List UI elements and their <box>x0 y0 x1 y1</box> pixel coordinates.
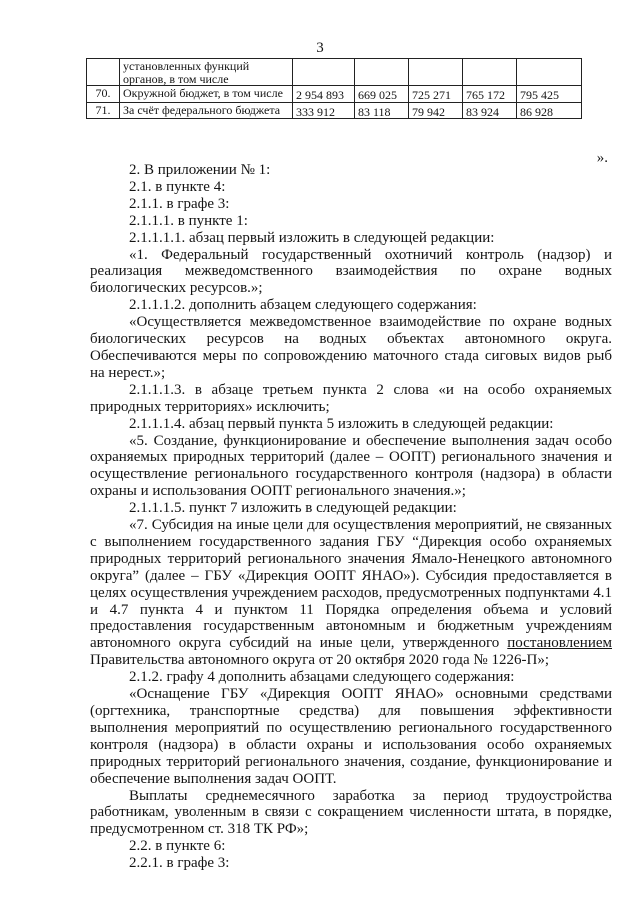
paragraph <box>90 517 612 669</box>
value-cell: 765 172 <box>463 86 517 103</box>
paragraph: 2.1.1.1. в пункте 1: <box>129 212 248 229</box>
row-name: За счёт федерального бюджета <box>120 102 293 119</box>
row-number: 70. <box>87 86 120 103</box>
row-number <box>87 59 120 86</box>
value-cell: 333 912 <box>293 102 355 119</box>
row-name: установленных функций органов, в том числе <box>120 59 293 86</box>
value-cell <box>517 59 582 86</box>
paragraph: «Осуществляется межведомственное взаимодействие по охране водных биологических ресурсов на водных объектах автономного округа. Обеспечиваются меры по сопровождению маточного стада сиговых видов рыб на нерест.»; <box>90 314 612 381</box>
table-row <box>87 86 582 103</box>
value-cell: 795 425 <box>517 86 582 103</box>
paragraph: «5. Создание, функционирование и обеспечение выполнения задач особо охраняемых природных территорий (далее – ООПТ) регионального значения и осуществление регионального государственного контроля (надзора) в области охраны и использования ООПТ регионального значения.»; <box>90 432 612 500</box>
budget-table <box>86 58 582 119</box>
resolution-link[interactable]: постановлением <box>507 635 612 652</box>
paragraph: 2.1.1.1.3. в абзаце третьем пункта 2 слова «и на особо охраняемых природных территориях» исключить; <box>90 381 612 415</box>
paragraph-text: «7. Субсидия на иные цели для осуществления мероприятий, не связанных с выполнением государственного задания ГБУ “Дирекция особо охраняемых природных территорий регионального значения Ямало-Ненецкого автономного округа” (далее – ГБУ «Дирекция ООПТ ЯНАО»). Субсидия предоставляется в целях осуществления учреждением расходов, предусмотренных подпунктами 4.1 и 4.7 пункта 4 и пунктом 11 Порядка определения объема и условий предоставления государственным автономным и бюджетным учреждениям автономного округа субсидий на иные цели, утвержденного <box>90 517 612 652</box>
paragraph: 2.2.1. в графе 3: <box>129 855 230 872</box>
value-cell <box>463 59 517 86</box>
paragraph: 2.1.1. в графе 3: <box>129 195 230 212</box>
paragraph: «1. Федеральный государственный охотничий контроль (надзор) и реализация межведомственного взаимодействия по охране водных биологических ресурсов.»; <box>90 246 612 297</box>
value-cell: 79 942 <box>409 102 463 119</box>
paragraph: 2.1.1.1.2. дополнить абзацем следующего содержания: <box>129 297 477 314</box>
paragraph: 2.1.1.1.5. пункт 7 изложить в следующей редакции: <box>129 500 457 517</box>
row-name: Окружной бюджет, в том числе <box>120 86 293 103</box>
row-number: 71. <box>87 102 120 119</box>
value-cell: 725 271 <box>409 86 463 103</box>
value-cell: 2 954 893 <box>293 86 355 103</box>
table-row <box>87 59 582 86</box>
value-cell: 86 928 <box>517 102 582 119</box>
document-body <box>90 162 612 872</box>
value-cell <box>293 59 355 86</box>
paragraph: 2.1. в пункте 4: <box>129 178 226 195</box>
paragraph: 2.1.1.1.4. абзац первый пункта 5 изложить в следующей редакции: <box>129 415 554 432</box>
paragraph: Выплаты среднемесячного заработка за период трудоустройства работникам, уволенным в связи с сокращением численности штата, в порядке, предусмотренном ст. 318 ТК РФ»; <box>90 787 612 838</box>
paragraph: 2.1.1.1.1. абзац первый изложить в следующей редакции: <box>129 229 495 246</box>
paragraph: 2. В приложении № 1: <box>129 162 271 178</box>
table-row <box>87 102 582 119</box>
value-cell: 83 924 <box>463 102 517 119</box>
page-number: 3 <box>316 40 324 56</box>
closing-quote: ». <box>596 150 608 166</box>
paragraph: «Оснащение ГБУ «Дирекция ООПТ ЯНАО» основными средствами (оргтехника, транспортные средства) для повышения эффективности выполнения мероприятий по осуществлению регионального государственного контроля (надзора) в области охраны и использования особо охраняемых природных территорий регионального значения, создание, функционирование и обеспечение выполнения задач ООПТ. <box>90 686 612 787</box>
paragraph-text: Правительства автономного округа от 20 октября 2020 года № 1226-П»; <box>90 652 549 669</box>
value-cell: 669 025 <box>355 86 409 103</box>
paragraph: 2.1.2. графу 4 дополнить абзацами следующего содержания: <box>129 669 515 686</box>
value-cell <box>409 59 463 86</box>
value-cell <box>355 59 409 86</box>
value-cell: 83 118 <box>355 102 409 119</box>
paragraph: 2.2. в пункте 6: <box>129 838 226 855</box>
